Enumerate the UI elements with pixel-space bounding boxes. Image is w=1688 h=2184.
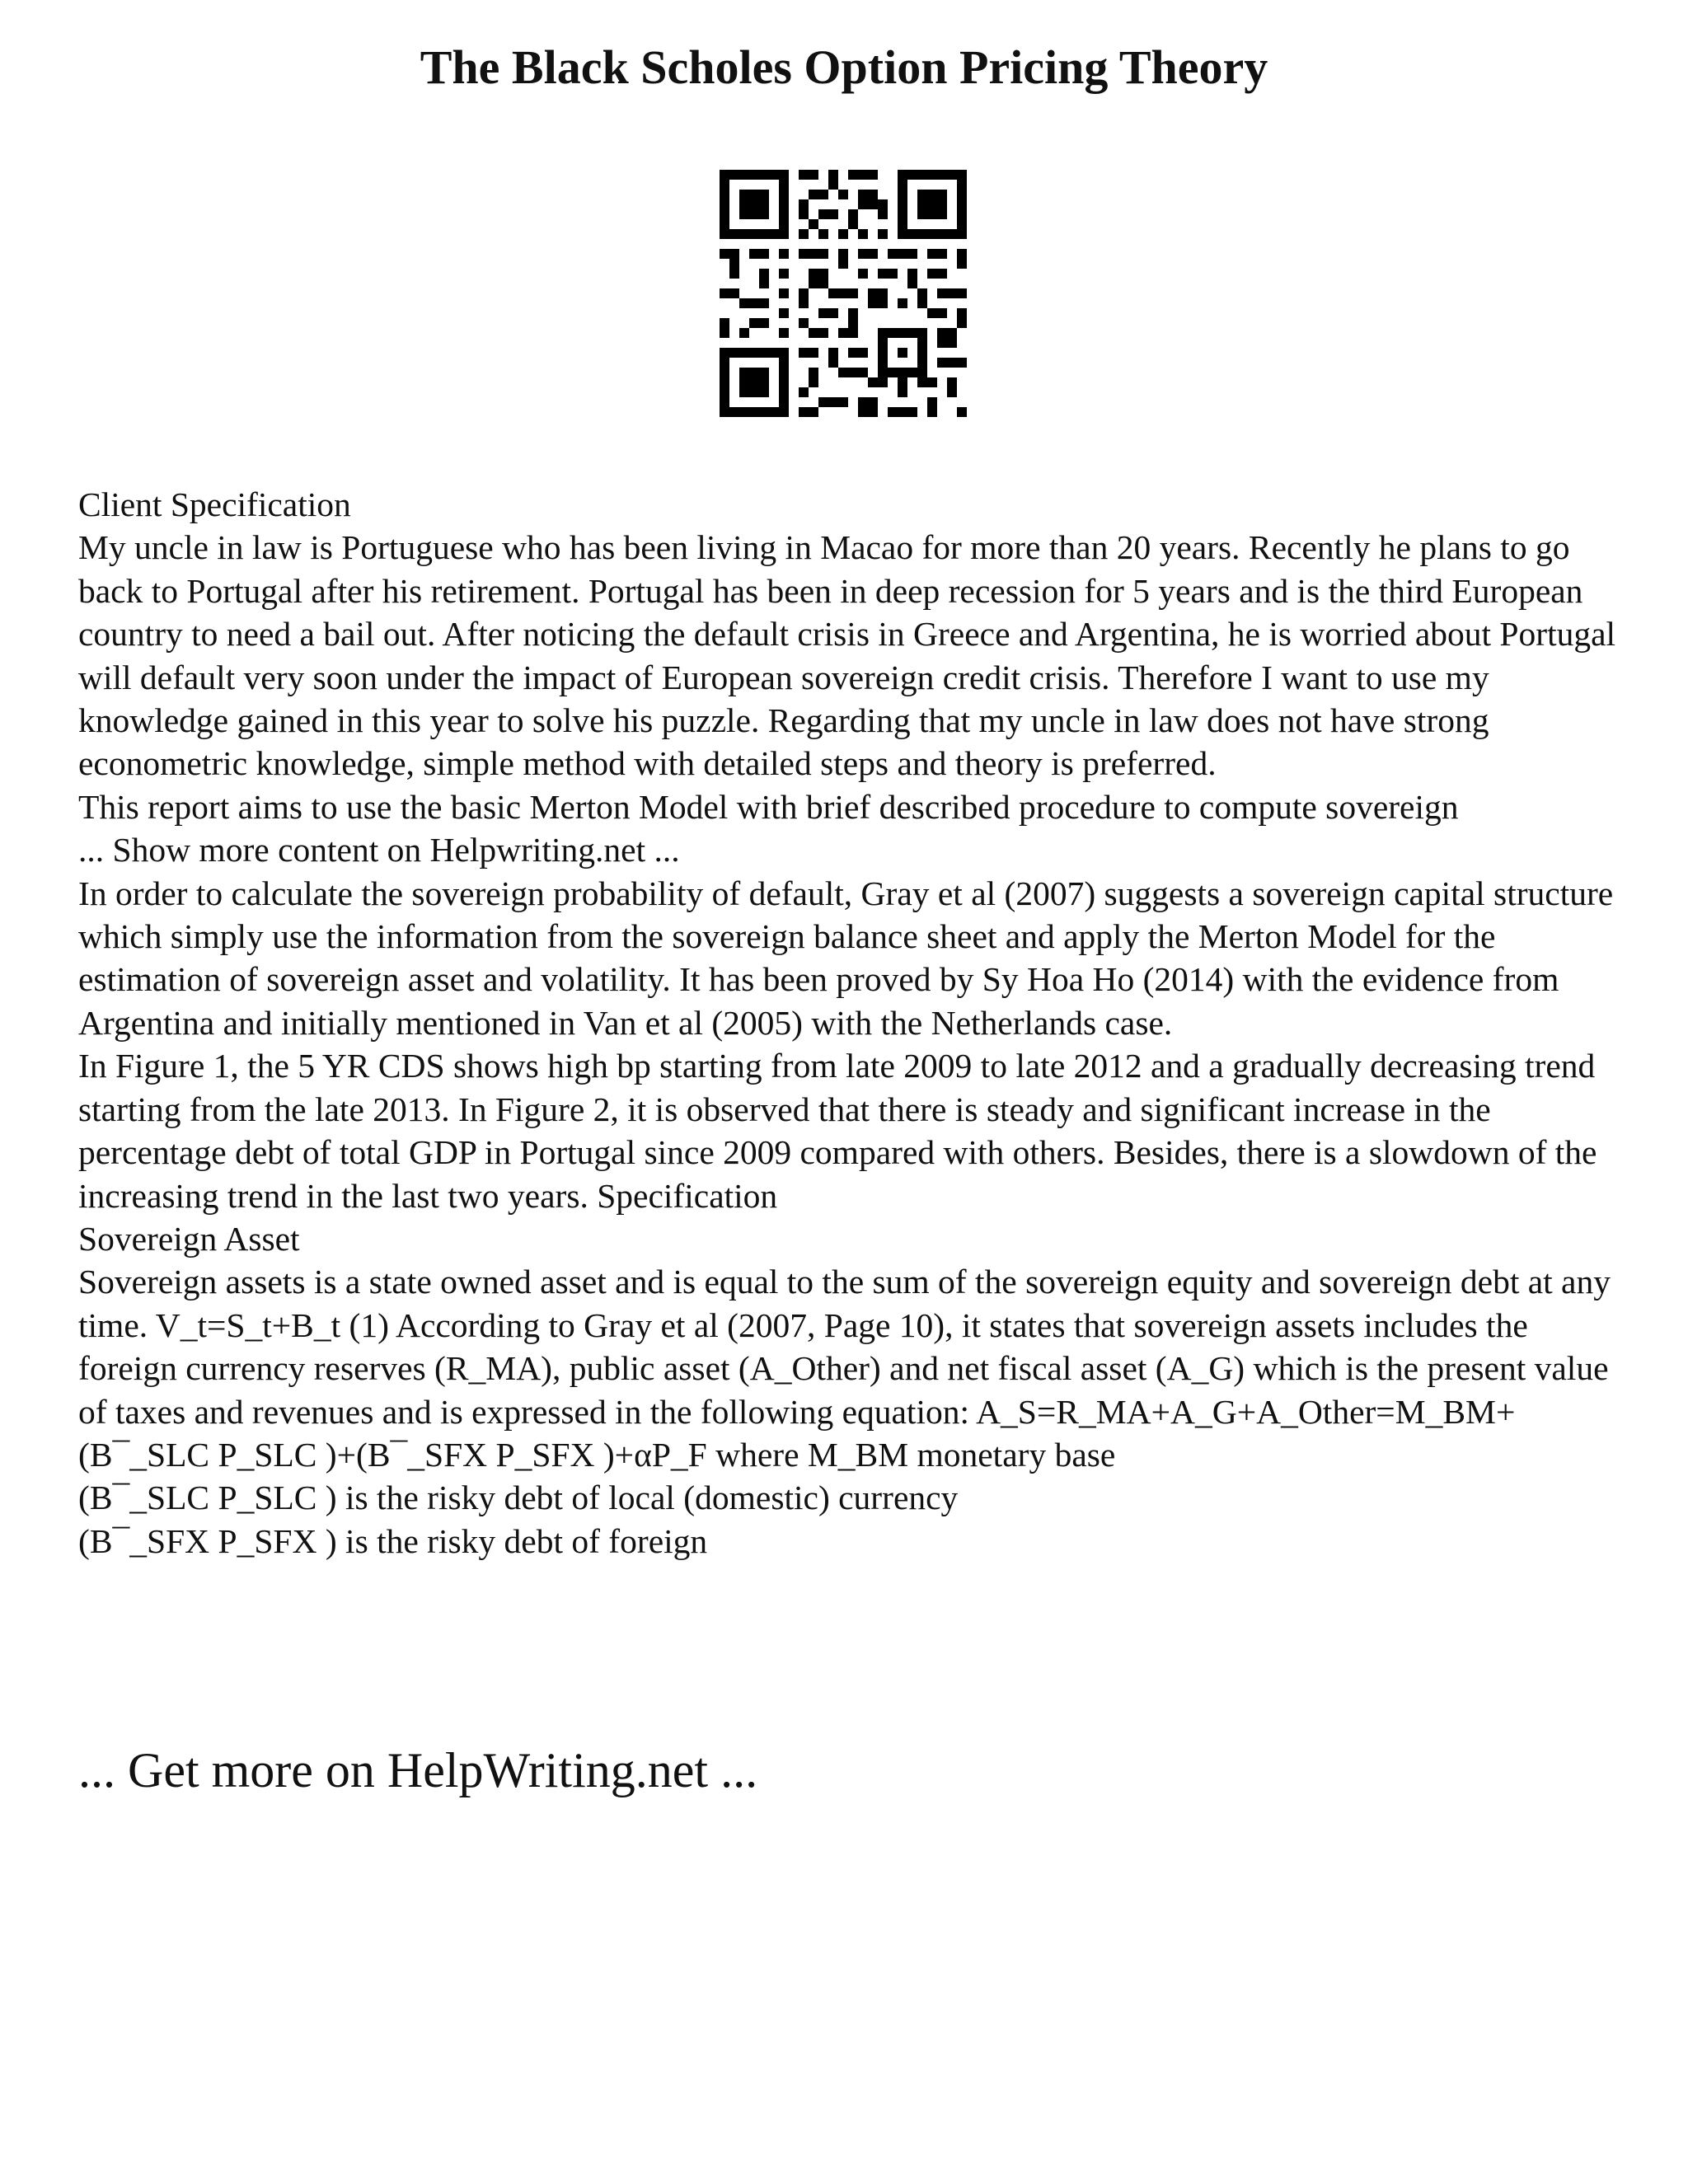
paragraph: (B¯_SFX P_SFX ) is the risky debt of foreign bbox=[78, 1521, 708, 1560]
get-more-link[interactable]: ... Get more on HelpWriting.net ... bbox=[78, 1743, 758, 1797]
paragraph: In order to calculate the sovereign probability of default, Gray et al (2007) suggests a sovereign capital structure which simply use the information from the sovereign balance sheet and apply the Merton Model for the estimation of sovereign asset and volatility. It has been proved by Sy Hoa Ho (2014) with the evidence from Argentina and initially mentioned in Van et al (2005) with the Netherlands case. bbox=[78, 874, 1614, 1042]
paragraph: My uncle in law is Portuguese who has been living in Macao for more than 20 years. Recently he plans to go back to Portugal after his retirement. Portugal has been in deep recession for 5 years and is the third European country to need a bail out. After noticing the default crisis in Greece and Argentina, he is worried about Portugal will default very soon under the impact of European sovereign credit crisis. Therefore I want to use my knowledge gained in this year to solve his puzzle. Regarding that my uncle in law does not have strong econometric knowledge, simple method with detailed steps and theory is preferred. bbox=[78, 528, 1616, 783]
document-title: The Black Scholes Option Pricing Theory bbox=[420, 40, 1268, 94]
section-heading: Client Specification bbox=[78, 485, 351, 523]
paragraph: Sovereign assets is a state owned asset and is equal to the sum of the sovereign equity and sovereign debt at any time. V_t=S_t+B_t (1) According to Gray et al (2007, Page 10), it states that sovereign assets includes the foreign currency reserves (R_MA), public asset (A_Other) and net fiscal asset (A_G) which is the present value of taxes and revenues and is expressed in the following equation: A_S=R_MA+A_G+A_Other=M_BM+(B¯_SLC P_SLC )+(B¯_SFX P_SFX )+αP_F where M_BM monetary base bbox=[78, 1263, 1611, 1474]
paragraph: This report aims to use the basic Merton Model with brief described procedure to compute sovereign bbox=[78, 787, 1459, 826]
section-heading: Sovereign Asset bbox=[78, 1219, 300, 1258]
paragraph: In Figure 1, the 5 YR CDS shows high bp starting from late 2009 to late 2012 and a gradually decreasing trend starting from the late 2013. In Figure 2, it is observed that there is steady and significant increase in the percentage debt of total GDP in Portugal since 2009 compared with others. Besides, there is a slowdown of the increasing trend in the last two years. Specification bbox=[78, 1047, 1597, 1215]
paragraph: (B¯_SLC P_SLC ) is the risky debt of local (domestic) currency bbox=[78, 1479, 959, 1517]
qr-code-image bbox=[720, 170, 967, 417]
show-more-link[interactable]: ... Show more content on Helpwriting.net ... bbox=[78, 831, 680, 869]
qr-code-icon bbox=[720, 170, 967, 417]
document-body bbox=[78, 483, 1628, 1563]
